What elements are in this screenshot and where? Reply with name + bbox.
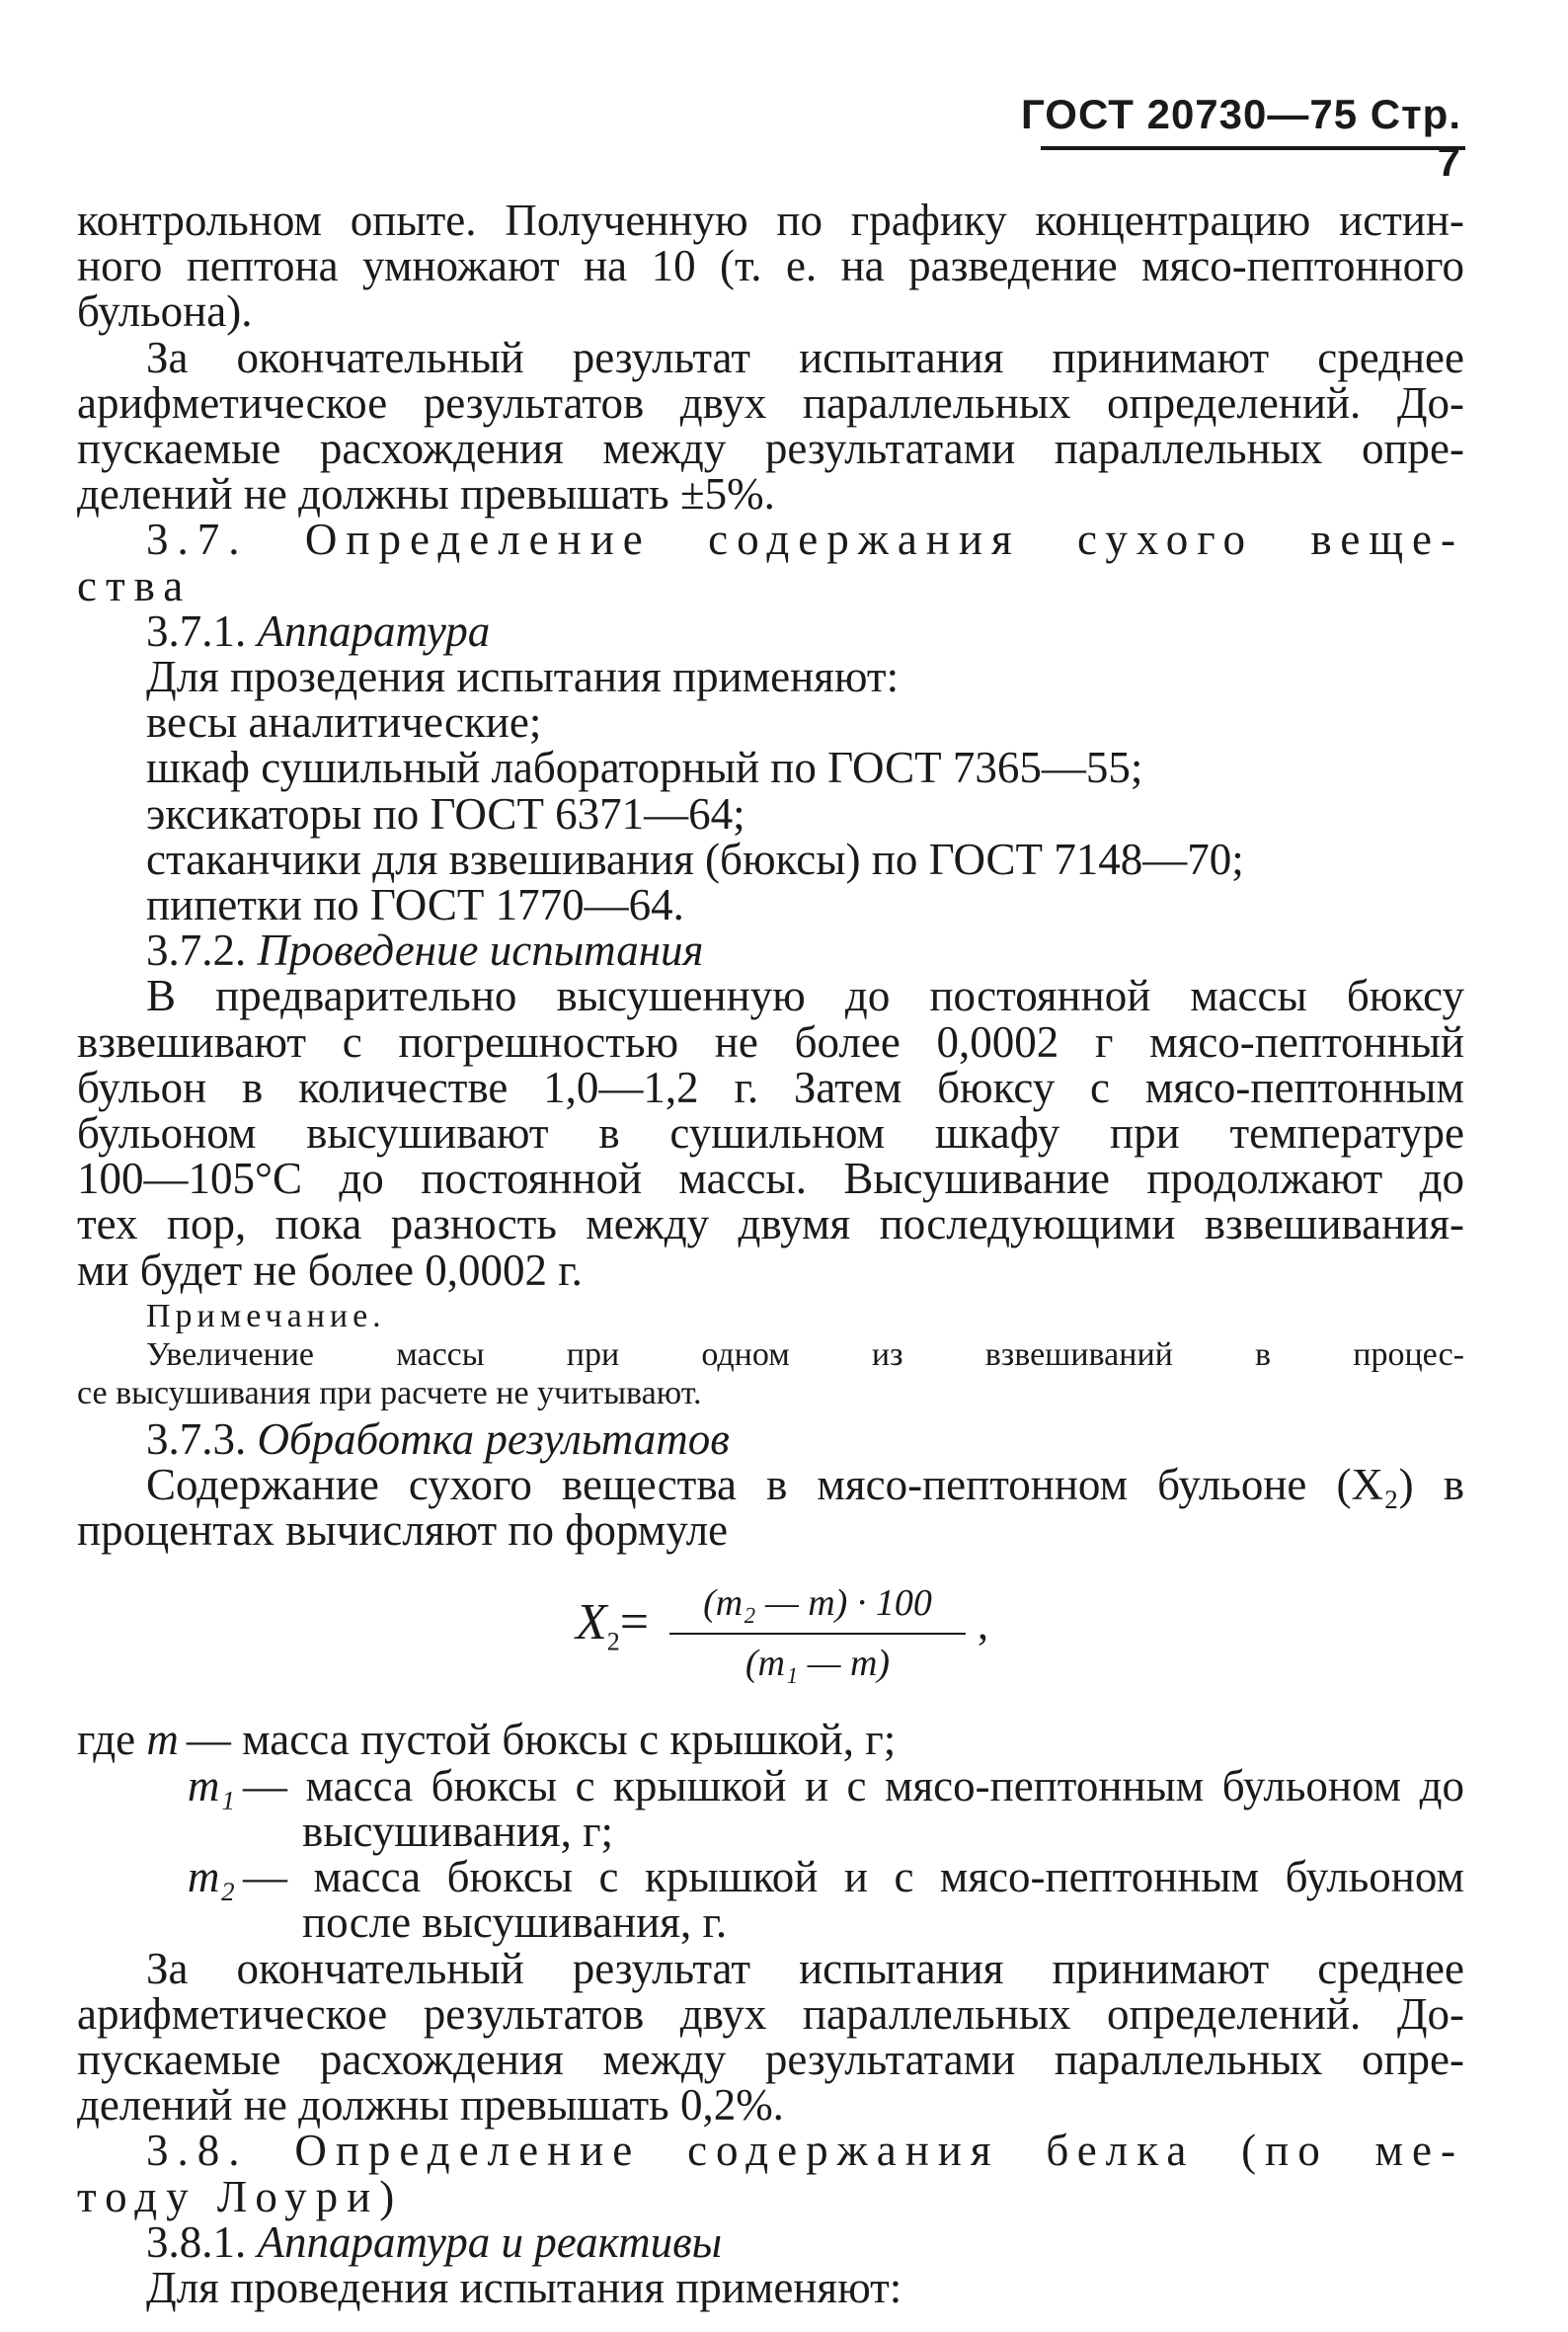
text-line: ного пептона умножают на 10 (т. е. на разведение мясо-пептонного bbox=[77, 241, 1464, 291]
calculation-intro bbox=[77, 1460, 1464, 1556]
subsection-3-7-1 bbox=[77, 605, 1464, 656]
definition-text: — масса пустой бюксы с крышкой, г; bbox=[186, 1715, 897, 1765]
symbol: m₂ bbox=[187, 1852, 235, 1902]
section-heading-3-7 bbox=[77, 515, 1464, 610]
text-line: 3.7. Определение содержания сухого веще- bbox=[146, 515, 1464, 565]
text-line: тоду Лоури) bbox=[77, 2171, 404, 2221]
variable-definitions bbox=[77, 1715, 1464, 1948]
text-line: За окончательный результат испытания принимают среднее bbox=[146, 1943, 1464, 1993]
subsection-number: 3.7.3. bbox=[146, 1413, 247, 1464]
note bbox=[77, 1297, 1464, 1412]
text-line: 3.8. Определение содержания белка (по ме- bbox=[146, 2126, 1464, 2176]
paragraph-final-result bbox=[77, 1943, 1464, 2131]
text-line: бульон в количестве 1,0—1,2 г. Затем бюксу с мясо-пептонным bbox=[77, 1062, 1464, 1112]
definition-text: — масса бюксы с крышкой и с мясо-пептонным бульоном bbox=[243, 1852, 1464, 1902]
text-line: ми будет не более 0,0002 г. bbox=[77, 1245, 583, 1295]
subsection-3-7-3 bbox=[77, 1413, 1464, 1464]
text-line: делений не должны превышать 0,2%. bbox=[77, 2080, 784, 2131]
text-line: процентах вычисляют по формуле bbox=[77, 1505, 729, 1556]
definition-text: — масса бюксы с крышкой и с мясо-пептонным бульоном до bbox=[243, 1760, 1464, 1810]
formula-denominator: (m₁ — m) bbox=[745, 1642, 891, 1684]
list-intro: Для прозедения испытания применяют: bbox=[146, 652, 900, 702]
text-line: Содержание сухого вещества в мясо-пептонном бульоне (X₂) в bbox=[146, 1460, 1464, 1510]
subsection-number: 3.7.1. bbox=[146, 605, 247, 656]
procedure-paragraph bbox=[77, 971, 1464, 1295]
text-line: делений не должны превышать ±5%. bbox=[77, 469, 775, 520]
apparatus-list bbox=[77, 652, 1464, 930]
definition-m1 bbox=[77, 1760, 1464, 1810]
page-header bbox=[987, 91, 1461, 186]
text-line: арифметическое результатов двух параллельных определений. До- bbox=[77, 1988, 1464, 2039]
text-line: 100—105°С до постоянной массы. Высушивание продолжают до bbox=[77, 1154, 1464, 1204]
subsection-title: Аппаратура bbox=[257, 605, 491, 656]
header-rule bbox=[1041, 146, 1465, 150]
text-line: взвешивают с погрешностью не более 0,0002 г мясо-пептонный bbox=[77, 1016, 1464, 1067]
list-item: весы аналитические; bbox=[146, 697, 542, 748]
list-item: шкаф сушильный лабораторный по ГОСТ 7365—55; bbox=[146, 743, 1143, 793]
formula-fraction bbox=[669, 1580, 966, 1685]
definition-m2 bbox=[77, 1852, 1464, 1902]
text-line: бульона). bbox=[77, 286, 253, 337]
formula-comma: , bbox=[978, 1600, 988, 1649]
note-text: Увеличение массы при одном из взвешиваний в процес- bbox=[146, 1335, 1464, 1373]
text-line: бульоном высушивают в сушильном шкафу при температуре bbox=[77, 1108, 1464, 1159]
list-item: пипетки по ГОСТ 1770—64. bbox=[146, 880, 684, 930]
paragraph-continuation bbox=[77, 198, 1464, 335]
subsection-title: Обработка результатов bbox=[257, 1413, 730, 1464]
where-word: где bbox=[77, 1715, 136, 1765]
formula-equals: = bbox=[619, 1594, 650, 1651]
symbol: m bbox=[146, 1715, 179, 1765]
list-item: стаканчики для взвешивания (бюксы) по ГОСТ 7148—70; bbox=[146, 834, 1244, 884]
text-line: тех пор, пока разность между двумя последующими взвешивания- bbox=[77, 1199, 1464, 1249]
list-item: эксикаторы по ГОСТ 6371—64; bbox=[146, 788, 745, 839]
section-heading-3-8 bbox=[77, 2126, 1464, 2221]
text-line: За окончательный результат испытания принимают среднее bbox=[146, 332, 1464, 382]
text-line: пускаемые расхождения между результатами параллельных опре- bbox=[77, 424, 1464, 474]
subsection-number: 3.8.1. bbox=[146, 2216, 247, 2267]
note-line: се высушивания при расчете не учитывают. bbox=[77, 1374, 702, 1411]
subsection-title: Аппаратура и реактивы bbox=[257, 2216, 723, 2267]
formula-subscript: 2 bbox=[606, 1627, 620, 1656]
subsection-3-8-1 bbox=[77, 2216, 1464, 2267]
formula-numerator: (m₂ — m) · 100 bbox=[669, 1580, 966, 1634]
page-number: Стр. 7 bbox=[1370, 91, 1461, 185]
text-line: Для проведения испытания применяют: bbox=[146, 2262, 902, 2312]
definition-m bbox=[77, 1715, 1464, 1765]
formula-lhs bbox=[576, 1594, 650, 1665]
text-line: ства bbox=[77, 560, 193, 610]
definition-text: после высушивания, г. bbox=[302, 1897, 728, 1948]
subsection-title: Проведение испытания bbox=[257, 925, 704, 976]
note-label: Примечание. bbox=[146, 1297, 386, 1334]
subsection-number: 3.7.2. bbox=[146, 925, 247, 976]
subsection-3-7-2 bbox=[77, 925, 1464, 976]
definition-text: высушивания, г; bbox=[302, 1806, 614, 1856]
document-body bbox=[77, 198, 1464, 2310]
text-line: контрольном опыте. Полученную по графику концентрацию истин- bbox=[77, 196, 1464, 245]
text-line: пускаемые расхождения между результатами параллельных опре- bbox=[77, 2034, 1464, 2084]
text-line: В предварительно высушенную до постоянной массы бюксу bbox=[146, 971, 1464, 1021]
standard-code: ГОСТ 20730—75 bbox=[1021, 91, 1359, 137]
formula bbox=[77, 1561, 1464, 1709]
symbol: m₁ bbox=[187, 1760, 235, 1810]
formula-variable: X bbox=[576, 1594, 607, 1651]
note-line bbox=[77, 1297, 1464, 1374]
paragraph-result bbox=[77, 332, 1464, 520]
text-line: арифметическое результатов двух параллельных определений. До- bbox=[77, 377, 1464, 428]
